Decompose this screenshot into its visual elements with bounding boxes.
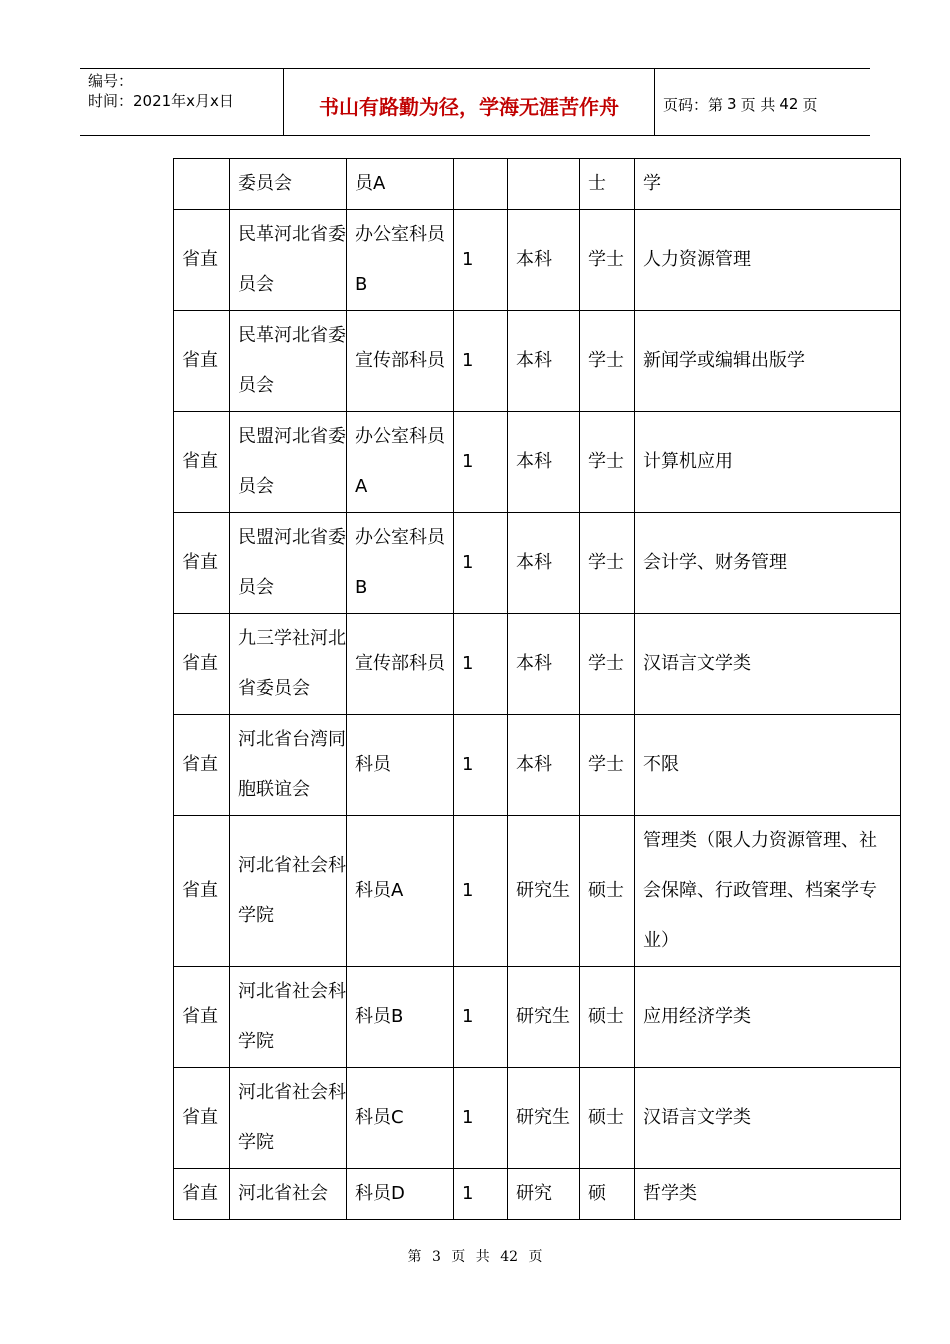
cell-position: 科员A xyxy=(347,816,454,967)
cell-position: 办公室科员B xyxy=(347,513,454,614)
header-motto: 书山有路勤为径，学海无涯苦作舟 xyxy=(283,69,655,135)
cell-degree: 士 xyxy=(580,159,635,210)
cell-position: 科员D xyxy=(347,1169,454,1220)
table-row xyxy=(174,311,901,412)
cell-degree: 硕士 xyxy=(580,1068,635,1169)
cell-education xyxy=(508,159,580,210)
cell-position: 宣传部科员 xyxy=(347,614,454,715)
cell-degree: 硕士 xyxy=(580,967,635,1068)
cell-region: 省直 xyxy=(174,412,230,513)
cell-degree: 学士 xyxy=(580,715,635,816)
cell-degree: 学士 xyxy=(580,210,635,311)
cell-quota: 1 xyxy=(454,311,508,412)
table-row xyxy=(174,513,901,614)
cell-region: 省直 xyxy=(174,614,230,715)
page-current: 3 xyxy=(727,95,737,113)
cell-quota: 1 xyxy=(454,715,508,816)
cell-quota: 1 xyxy=(454,412,508,513)
cell-position: 科员B xyxy=(347,967,454,1068)
cell-quota: 1 xyxy=(454,513,508,614)
table-row xyxy=(174,210,901,311)
cell-organization: 民盟河北省委员会 xyxy=(230,513,347,614)
page-mid: 页 共 xyxy=(740,95,776,114)
cell-organization: 民盟河北省委员会 xyxy=(230,412,347,513)
cell-organization: 民革河北省委员会 xyxy=(230,210,347,311)
cell-organization: 委员会 xyxy=(230,159,347,210)
cell-education: 本科 xyxy=(508,715,580,816)
table-row xyxy=(174,614,901,715)
cell-education: 本科 xyxy=(508,311,580,412)
cell-organization: 河北省社会科学院 xyxy=(230,1068,347,1169)
cell-position: 科员C xyxy=(347,1068,454,1169)
cell-major: 管理类（限人力资源管理、社会保障、行政管理、档案学专业） xyxy=(635,816,901,967)
cell-quota: 1 xyxy=(454,816,508,967)
cell-major: 会计学、财务管理 xyxy=(635,513,901,614)
cell-position: 科员 xyxy=(347,715,454,816)
cell-education: 本科 xyxy=(508,513,580,614)
cell-region: 省直 xyxy=(174,1068,230,1169)
cell-organization: 河北省台湾同胞联谊会 xyxy=(230,715,347,816)
cell-degree: 硕 xyxy=(580,1169,635,1220)
cell-region: 省直 xyxy=(174,967,230,1068)
table-row xyxy=(174,1169,901,1220)
cell-education: 研究 xyxy=(508,1169,580,1220)
cell-education: 研究生 xyxy=(508,816,580,967)
cell-quota xyxy=(454,159,508,210)
table-row xyxy=(174,1068,901,1169)
table-row xyxy=(174,159,901,210)
time-label: 时间：2021年x月x日 xyxy=(88,92,234,110)
cell-position: 宣传部科员 xyxy=(347,311,454,412)
cell-organization: 九三学社河北省委员会 xyxy=(230,614,347,715)
cell-position: 员A xyxy=(347,159,454,210)
cell-major: 新闻学或编辑出版学 xyxy=(635,311,901,412)
header-page-indicator xyxy=(655,69,870,135)
cell-region: 省直 xyxy=(174,210,230,311)
cell-major: 哲学类 xyxy=(635,1169,901,1220)
number-label: 编号： xyxy=(88,72,134,90)
cell-degree: 学士 xyxy=(580,513,635,614)
cell-position: 办公室科员A xyxy=(347,412,454,513)
cell-region: 省直 xyxy=(174,816,230,967)
cell-organization: 河北省社会 xyxy=(230,1169,347,1220)
cell-education: 研究生 xyxy=(508,1068,580,1169)
cell-region: 省直 xyxy=(174,311,230,412)
cell-degree: 硕士 xyxy=(580,816,635,967)
table-row xyxy=(174,967,901,1068)
cell-quota: 1 xyxy=(454,1169,508,1220)
cell-region: 省直 xyxy=(174,715,230,816)
cell-major: 不限 xyxy=(635,715,901,816)
cell-major: 汉语言文学类 xyxy=(635,614,901,715)
cell-education: 研究生 xyxy=(508,967,580,1068)
cell-organization: 民革河北省委员会 xyxy=(230,311,347,412)
cell-quota: 1 xyxy=(454,967,508,1068)
cell-degree: 学士 xyxy=(580,311,635,412)
cell-region xyxy=(174,159,230,210)
cell-quota: 1 xyxy=(454,1068,508,1169)
page-footer: 第 3 页 共 42 页 xyxy=(407,1249,543,1265)
cell-major: 汉语言文学类 xyxy=(635,1068,901,1169)
cell-degree: 学士 xyxy=(580,614,635,715)
cell-quota: 1 xyxy=(454,614,508,715)
cell-major: 学 xyxy=(635,159,901,210)
cell-quota: 1 xyxy=(454,210,508,311)
positions-table xyxy=(173,158,901,1220)
cell-region: 省直 xyxy=(174,513,230,614)
cell-education: 本科 xyxy=(508,210,580,311)
page-suffix: 页 xyxy=(802,95,818,114)
cell-organization: 河北省社会科学院 xyxy=(230,967,347,1068)
header-meta xyxy=(80,69,283,135)
table-row xyxy=(174,816,901,967)
table-row xyxy=(174,715,901,816)
cell-region: 省直 xyxy=(174,1169,230,1220)
page-total: 42 xyxy=(779,95,799,113)
cell-major: 人力资源管理 xyxy=(635,210,901,311)
page-prefix: 页码：第 xyxy=(663,95,724,114)
cell-organization: 河北省社会科学院 xyxy=(230,816,347,967)
cell-major: 计算机应用 xyxy=(635,412,901,513)
cell-education: 本科 xyxy=(508,412,580,513)
page-header xyxy=(80,68,870,136)
cell-education: 本科 xyxy=(508,614,580,715)
cell-major: 应用经济学类 xyxy=(635,967,901,1068)
table-row xyxy=(174,412,901,513)
cell-position: 办公室科员B xyxy=(347,210,454,311)
cell-degree: 学士 xyxy=(580,412,635,513)
